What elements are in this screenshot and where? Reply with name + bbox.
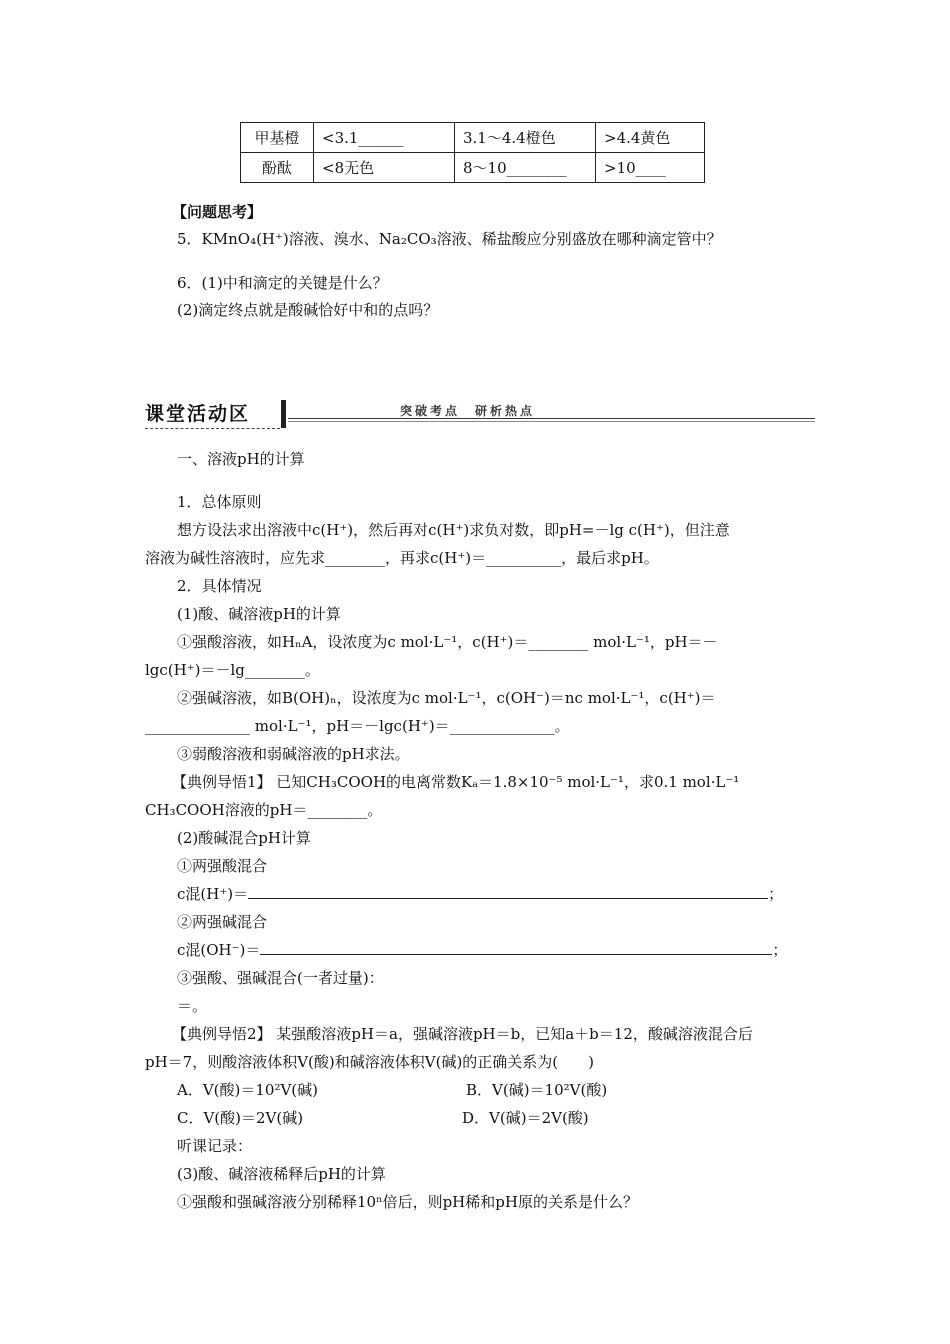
option-a: A．V(酸)＝10²V(碱) <box>177 1081 319 1099</box>
table-cell: <3.1______ <box>314 123 455 153</box>
indicator-name: 甲基橙 <box>241 123 314 153</box>
formula-label: c混(OH⁻)＝ <box>177 941 261 959</box>
option-b: B．V(碱)＝10²V(酸) <box>466 1081 608 1099</box>
table-cell: 3.1～4.4橙色 <box>455 123 596 153</box>
heading-ph-calc: 一、溶液pH的计算 <box>177 450 305 468</box>
indicator-table <box>240 122 705 183</box>
example-2-cont: pH＝7，则酸溶液体积V(酸)和碱溶液体积V(碱)的正确关系为( ) <box>145 1053 595 1071</box>
paragraph-line: ______________ mol·L⁻¹，pH＝－lgc(H⁺)＝______________。 <box>145 717 570 735</box>
paragraph-line: 想方设法求出溶液中c(H⁺)，然后再对c(H⁺)求负对数，即pH=－lg c(H⁺)，但注意 <box>177 521 730 539</box>
heading-cases: 2．具体情况 <box>177 577 262 595</box>
table-cell: 8～10________ <box>455 153 596 183</box>
table-row <box>241 153 705 183</box>
formula-base-mix <box>177 940 787 960</box>
example-1: 【典例导悟1】 已知CH₃COOH的电离常数Kₐ＝1.8×10⁻⁵ mol·L⁻¹，求0.1 mol·L⁻¹ <box>172 773 740 791</box>
section-title: 课堂活动区 <box>145 403 251 425</box>
paragraph-line: ③弱酸溶液和弱碱溶液的pH求法。 <box>177 745 410 763</box>
question-6b: (2)滴定终点就是酸碱恰好中和的点吗？ <box>177 301 439 319</box>
question-6a: 6．(1)中和滴定的关键是什么？ <box>177 274 388 292</box>
paragraph-line: ①强酸和强碱溶液分别稀释10ⁿ倍后，则pH稀和pH原的关系是什么？ <box>177 1193 638 1211</box>
section-subtitle: 突破考点 研析热点 <box>400 404 536 418</box>
divider <box>281 400 286 428</box>
paragraph-line: ③强酸、强碱混合(一者过量)： <box>177 969 384 987</box>
punctuation: ； <box>768 885 784 903</box>
answer-blank <box>248 884 768 899</box>
table-cell: <8无色 <box>314 153 455 183</box>
example-1-cont: CH₃COOH溶液的pH＝________。 <box>145 801 383 819</box>
indicator-name: 酚酞 <box>241 153 314 183</box>
table-cell: >10____ <box>596 153 705 183</box>
answer-blank <box>260 940 772 955</box>
example-2: 【典例导悟2】 某强酸溶液pH＝a，强碱溶液pH＝b，已知a＋b＝12，酸碱溶液混合后 <box>172 1025 753 1043</box>
divider <box>288 421 815 422</box>
subheading: (3)酸、碱溶液稀释后pH的计算 <box>177 1165 386 1183</box>
option-d: D．V(碱)＝2V(酸) <box>462 1109 589 1127</box>
table-row <box>241 123 705 153</box>
paragraph-line: ②两强碱混合 <box>177 913 268 931</box>
heading-principle: 1．总体原则 <box>177 493 262 511</box>
divider <box>288 418 815 419</box>
paragraph-line: lgc(H⁺)＝－lg________。 <box>145 661 320 679</box>
punctuation: ； <box>772 941 788 959</box>
paragraph-line: ①两强酸混合 <box>177 857 268 875</box>
subheading: (2)酸碱混合pH计算 <box>177 829 311 847</box>
divider <box>145 428 280 429</box>
formula-label: c混(H⁺)＝ <box>177 885 249 903</box>
subheading: (1)酸、碱溶液pH的计算 <box>177 605 341 623</box>
paragraph-line: ①强酸溶液，如HₙA，设浓度为c mol·L⁻¹，c(H⁺)＝________ mol·L⁻¹，pH＝－ <box>177 633 718 651</box>
question-5: 5．KMnO₄(H⁺)溶液、溴水、Na₂CO₃溶液、稀盐酸应分别盛放在哪种滴定管中？ <box>177 230 722 248</box>
paragraph-line: ②强碱溶液，如B(OH)ₙ，设浓度为c mol·L⁻¹，c(OH⁻)＝nc mol·L⁻¹，c(H⁺)＝ <box>177 689 716 707</box>
paragraph-line: 溶液为碱性溶液时，应先求________，再求c(H⁺)＝__________，最后求pH。 <box>145 549 659 567</box>
notes-label: 听课记录： <box>177 1137 253 1155</box>
thinking-heading: 【问题思考】 <box>172 203 263 221</box>
table-cell: >4.4黄色 <box>596 123 705 153</box>
option-c: C．V(酸)＝2V(碱) <box>177 1109 304 1127</box>
section-header <box>145 398 815 434</box>
formula-acid-mix <box>177 884 783 904</box>
paragraph-line: ＝。 <box>177 997 208 1015</box>
